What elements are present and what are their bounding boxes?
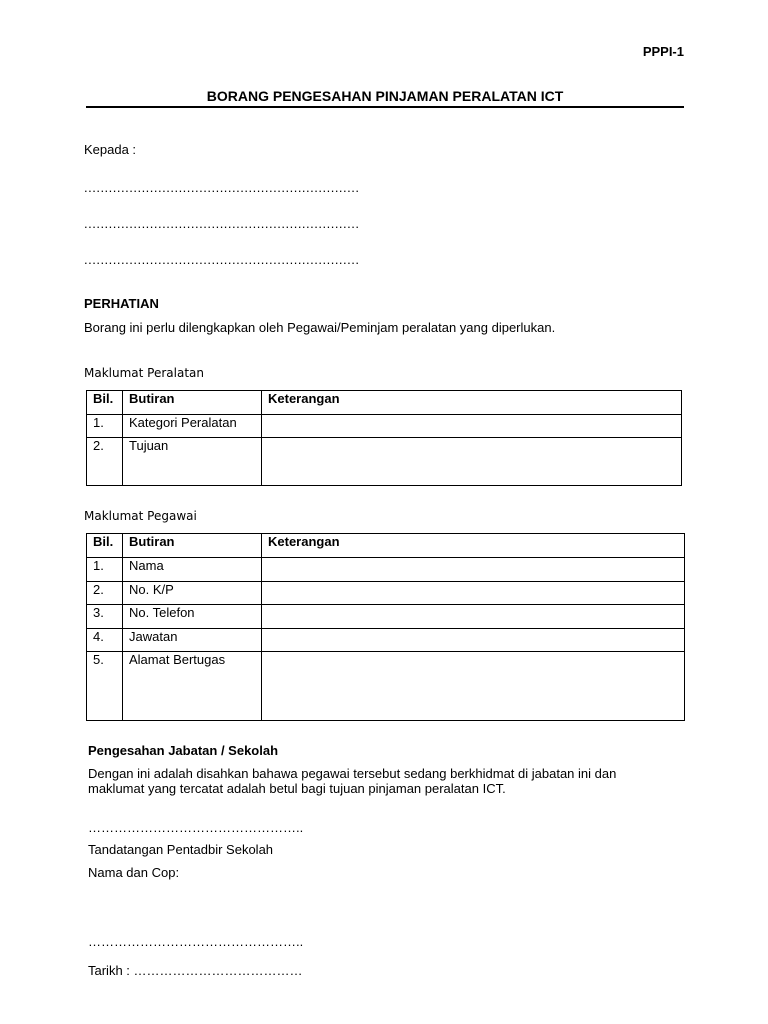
notice-text: Borang ini perlu dilengkapkan oleh Pegawai/Peminjam peralatan yang diperlukan. [84, 320, 556, 335]
row-value-field[interactable] [262, 415, 682, 438]
row-value-field[interactable] [262, 558, 685, 582]
row-value-field[interactable] [262, 605, 685, 629]
name-stamp-label: Nama dan Cop: [88, 865, 180, 880]
row-item: No. Telefon [123, 605, 262, 629]
row-item: Kategori Peralatan [123, 415, 262, 438]
row-item: Alamat Bertugas [123, 652, 262, 721]
recipient-line-2: ................................................................... [84, 216, 360, 231]
row-item: Jawatan [123, 629, 262, 652]
column-header-item: Butiran [123, 391, 262, 415]
row-item: No. K/P [123, 582, 262, 605]
row-number: 2. [87, 438, 123, 486]
table-row [87, 652, 685, 721]
row-value-field[interactable] [262, 582, 685, 605]
table-row [87, 438, 682, 486]
verification-text-line-2: maklumat yang tercatat adalah betul bagi tujuan pinjaman peralatan ICT. [88, 781, 506, 796]
row-number: 5. [87, 652, 123, 721]
column-header-item: Butiran [123, 534, 262, 558]
officer-caption: Maklumat Pegawai [84, 509, 197, 523]
title-underline [86, 106, 684, 108]
column-header-no: Bil. [87, 391, 123, 415]
table-row [87, 605, 685, 629]
row-number: 1. [87, 415, 123, 438]
second-signature-line: ………………………………………….. [88, 934, 304, 949]
notice-heading: PERHATIAN [84, 296, 159, 311]
form-title: BORANG PENGESAHAN PINJAMAN PERALATAN ICT [206, 88, 564, 104]
column-header-no: Bil. [87, 534, 123, 558]
row-number: 2. [87, 582, 123, 605]
recipient-label: Kepada : [84, 142, 137, 157]
row-item: Nama [123, 558, 262, 582]
table-row [87, 629, 685, 652]
signature-label: Tandatangan Pentadbir Sekolah [88, 842, 274, 857]
verification-text-line-1: Dengan ini adalah disahkan bahawa pegawai tersebut sedang berkhidmat di jabatan ini dan [88, 766, 617, 781]
officer-table [86, 533, 685, 721]
table-row [87, 582, 685, 605]
column-header-description: Keterangan [262, 391, 682, 415]
verification-heading: Pengesahan Jabatan / Sekolah [88, 743, 279, 758]
equipment-table [86, 390, 682, 486]
row-value-field[interactable] [262, 438, 682, 486]
row-value-field[interactable] [262, 652, 685, 721]
column-header-description: Keterangan [262, 534, 685, 558]
date-field: Tarikh : ………………………………… [88, 963, 303, 978]
row-value-field[interactable] [262, 629, 685, 652]
form-code: PPPI-1 [642, 44, 684, 59]
table-row [87, 558, 685, 582]
equipment-caption: Maklumat Peralatan [84, 366, 204, 380]
row-number: 4. [87, 629, 123, 652]
recipient-line-1: ................................................................... [84, 180, 360, 195]
recipient-line-3: ................................................................... [84, 252, 360, 267]
table-header-row [87, 534, 685, 558]
row-item: Tujuan [123, 438, 262, 486]
row-number: 1. [87, 558, 123, 582]
table-header-row [87, 391, 682, 415]
signature-line: ………………………………………….. [88, 820, 304, 835]
table-row [87, 415, 682, 438]
row-number: 3. [87, 605, 123, 629]
